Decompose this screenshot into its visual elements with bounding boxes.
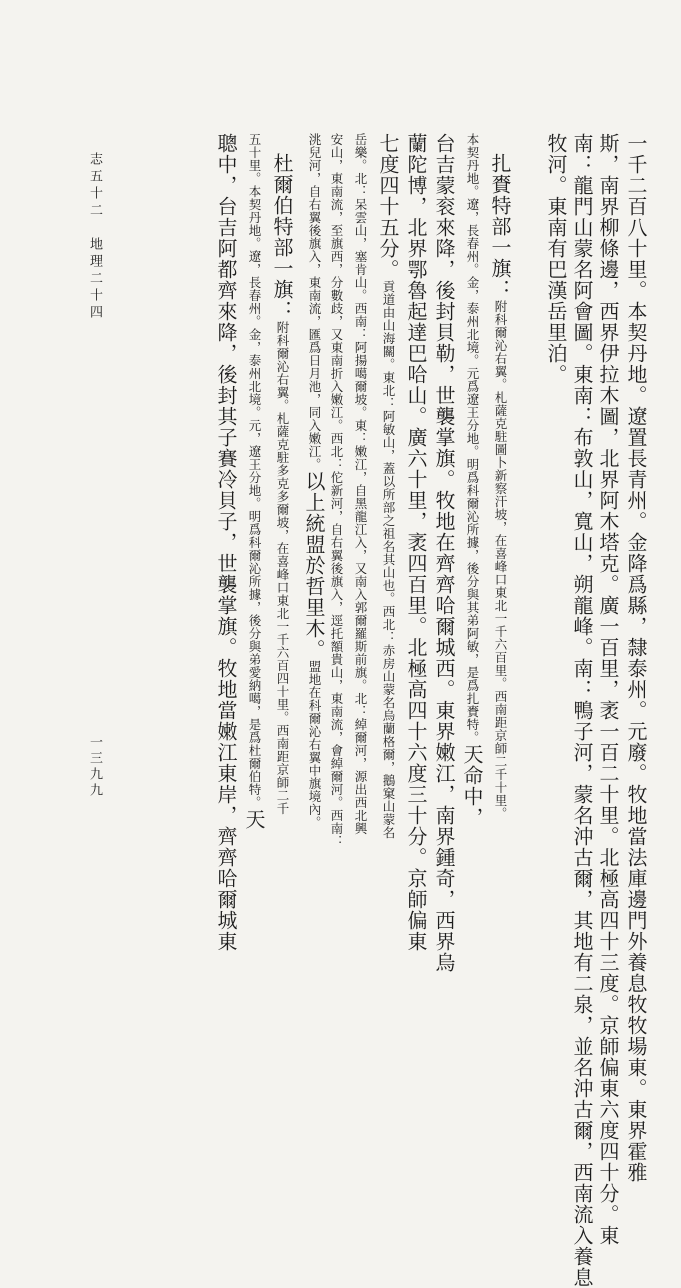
main-text: 南：龍門山蒙名阿會圖。東南：布敦山，寬山，朔龍峰。南：鴨子河，蒙名沖古爾，其地有二泉，並名沖古爾，西南流入養息 [570, 133, 594, 1288]
annotation-text: 五十里。本契丹地。遼，長春州。金，泰州北境。元，遼王分地。明爲科爾沁所據，後分與弟愛納噶，是爲杜爾伯特。 [247, 133, 262, 809]
main-text: 斯，南界柳條邊，西界伊拉木圖，北界阿木塔克。廣一百里，袤一百二十里。北極高四十三度。京師偏東六度四十分。東 [596, 133, 620, 1246]
main-text: 天命中， [460, 744, 484, 828]
text-column [598, 133, 618, 1246]
text-column [244, 133, 264, 830]
text-column [378, 133, 398, 839]
annotation-text: 附科爾沁右翼。札薩克駐圖卜新察汗坡，在喜峰口東北一千六百里。西南距京師二千十里。 [493, 300, 508, 820]
text-column [406, 133, 426, 952]
main-text: 杜爾伯特部一旗： [270, 153, 294, 321]
annotation-text: 洮兒河，自右翼後旗入，東南流，匯爲日月池，同入嫩江。 [307, 133, 322, 471]
main-text: 蘭陀博，北界鄂魯起達巴哈山。廣六十里，袤四百里。北極高四十六度三十分。京師偏東 [404, 133, 428, 952]
annotation-text: 安山，東南流，至旗西，分數歧，又東南折入嫩江。西北：佗新河，自右翼後旗入，逕托額貴山，東南流，會綽爾河。西南： [329, 133, 344, 848]
text-column [434, 133, 454, 973]
main-text: 聰中，台吉阿都齊來降，後封其子賽冷貝子，世襲掌旗。牧地當嫩江東岸，齊齊哈爾城東 [214, 133, 238, 952]
annotation-text: 本契丹地。遼，長春州。金，泰州北境。元爲遼王分地。明爲科爾沁所據，後分與其弟阿敏，是爲扎賚特。 [465, 133, 480, 744]
text-column [462, 133, 482, 828]
text-column [304, 133, 324, 829]
main-text: 一千二百八十里。本契丹地。遼置長青州。金降爲縣，隸泰州。元廢。牧地當法庫邊門外養息牧牧場東。東界霍雅 [624, 133, 648, 1183]
main-text: 牧河。東南有巴漢岳里泊。 [544, 133, 568, 385]
text-column [490, 153, 510, 820]
text-column [546, 133, 566, 385]
main-text: 七度四十五分。 [376, 133, 400, 280]
main-text: 以上統盟於哲里木。 [302, 471, 326, 660]
page-number: 一三九九 [87, 735, 102, 799]
main-text: 扎賚特部一旗： [488, 153, 512, 300]
text-column [352, 133, 368, 835]
main-text: 天 [242, 809, 266, 830]
running-footer: 志五十二 地理二十四 [87, 152, 102, 322]
annotation-text: 岳樂。北：呆雲山，塞肯山。西南：阿揚噶爾坡。東：嫩江，自黑龍江入，又南入郭爾羅斯前旗。北：綽爾河，源出西北興 [353, 133, 368, 835]
text-column [272, 153, 292, 815]
annotation-text: 附科爾沁右翼。札薩克駐多克多爾坡，在喜峰口東北一千六百四十里。西南距京師二千 [275, 321, 290, 815]
annotation-text: 貢道由山海關。東北：阿敏山，蓋以所部之祖名其山也。西北：赤房山蒙名烏蘭格爾，鵝窠山蒙名 [381, 280, 396, 839]
text-column [626, 133, 646, 1183]
text-column [328, 133, 344, 848]
text-column [572, 133, 592, 1288]
text-column [216, 133, 236, 952]
annotation-text: 盟地在科爾沁右翼中旗境內。 [307, 660, 322, 829]
main-text: 台吉蒙衮來降，後封貝勒，世襲掌旗。牧地在齊齊哈爾城西。東界嫩江，南界鍾奇，西界烏 [432, 133, 456, 973]
